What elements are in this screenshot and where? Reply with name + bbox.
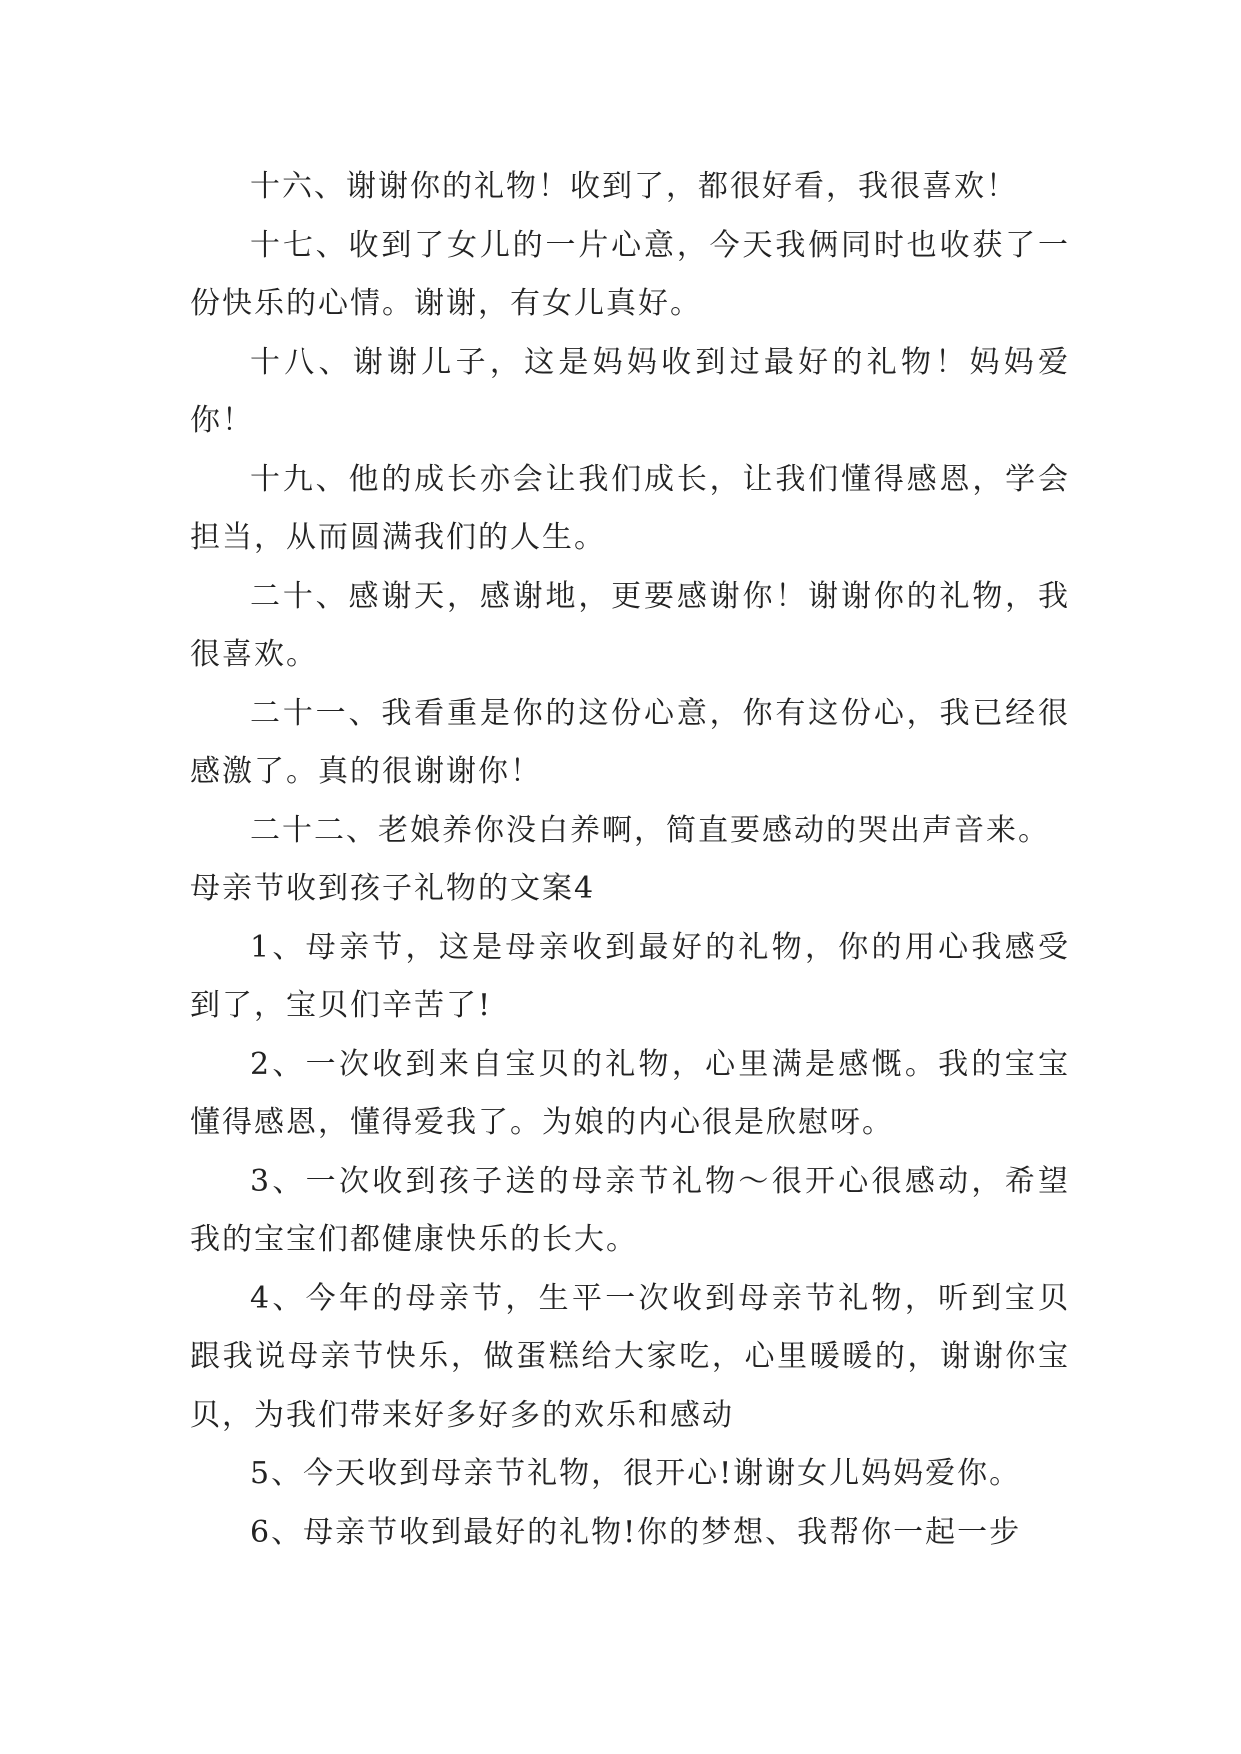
paragraph-17: 十七、收到了女儿的一片心意，今天我俩同时也收获了一份快乐的心情。谢谢，有女儿真好。 [190, 227, 1070, 321]
list-item-4: 4、今年的母亲节，生平一次收到母亲节礼物，听到宝贝跟我说母亲节快乐，做蛋糕给大家吃，心里暖暖的，谢谢你宝贝，为我们带来好多好多的欢乐和感动 [190, 1280, 1070, 1433]
list-item-3: 3、一次收到孩子送的母亲节礼物～很开心很感动，希望我的宝宝们都健康快乐的长大。 [190, 1163, 1070, 1257]
paragraph-19: 十九、他的成长亦会让我们成长，让我们懂得感恩，学会担当，从而圆满我们的人生。 [190, 461, 1070, 555]
list-item-6: 6、母亲节收到最好的礼物!你的梦想、我帮你一起一步 [250, 1514, 1022, 1550]
paragraph-21: 二十一、我看重是你的这份心意，你有这份心，我已经很感激了。真的很谢谢你！ [190, 695, 1070, 789]
paragraph-22: 二十二、老娘养你没白养啊，简直要感动的哭出声音来。 [250, 812, 1050, 848]
paragraph-16: 十六、谢谢你的礼物！收到了，都很好看，我很喜欢！ [250, 169, 1018, 204]
section-heading: 母亲节收到孩子礼物的文案4 [190, 871, 596, 906]
list-item-1: 1、母亲节，这是母亲收到最好的礼物，你的用心我感受到了，宝贝们辛苦了! [190, 929, 1070, 1023]
document-body [190, 158, 1070, 1562]
paragraph-20: 二十、感谢天，感谢地，更要感谢你！谢谢你的礼物，我很喜欢。 [190, 578, 1070, 672]
list-item-5: 5、今天收到母亲节礼物，很开心!谢谢女儿妈妈爱你。 [250, 1456, 1022, 1491]
paragraph-18: 十八、谢谢儿子，这是妈妈收到过最好的礼物！妈妈爱你！ [190, 344, 1070, 438]
list-item-2: 2、一次收到来自宝贝的礼物，心里满是感慨。我的宝宝懂得感恩，懂得爱我了。为娘的内心很是欣慰呀。 [190, 1046, 1070, 1140]
